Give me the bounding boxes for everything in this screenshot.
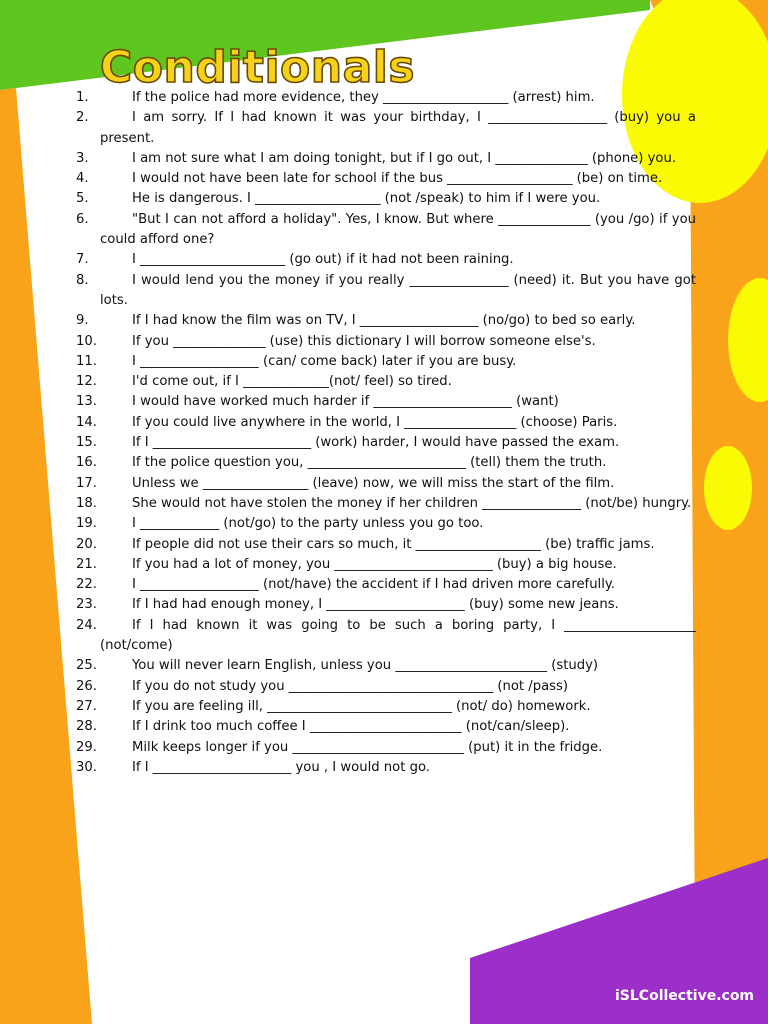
exercise-item — [76, 535, 696, 555]
exercise-item — [76, 616, 696, 657]
exercise-number: 26. — [76, 678, 97, 694]
yellow-circle-small — [704, 446, 752, 530]
exercise-item — [76, 149, 696, 169]
exercise-text: She would not have stolen the money if her children _______________ (not/be) hungry. — [132, 495, 692, 511]
exercise-text: I ______________________ (go out) if it had not been raining. — [132, 252, 514, 268]
exercise-item — [76, 169, 696, 189]
exercise-item — [76, 555, 696, 575]
exercise-number: 21. — [76, 556, 97, 572]
exercise-item — [76, 494, 696, 514]
exercise-text: If I had known it was going to be such a boring party, I ____________________ (not/come) — [100, 617, 696, 654]
exercise-number: 16. — [76, 455, 97, 471]
exercise-text: If you ______________ (use) this dictionary I will borrow someone else's. — [132, 333, 596, 349]
exercise-number: 25. — [76, 658, 97, 674]
exercise-item — [76, 453, 696, 473]
exercise-item — [76, 352, 696, 372]
exercise-number: 9. — [76, 313, 89, 329]
exercise-text: If the police had more evidence, they ___________________ (arrest) him. — [132, 90, 595, 105]
exercise-text: I __________________ (not/have) the accident if I had driven more carefully. — [132, 577, 616, 593]
watermark: iSLCollective.com — [615, 988, 755, 1004]
exercise-number: 28. — [76, 719, 97, 735]
exercise-item — [76, 738, 696, 758]
exercise-item — [76, 413, 696, 433]
exercise-text: If you could live anywhere in the world, I _________________ (choose) Paris. — [132, 414, 618, 430]
exercise-item — [76, 372, 696, 392]
exercise-text: Milk keeps longer if you __________________________ (put) it in the fridge. — [132, 739, 603, 755]
exercise-number: 7. — [76, 252, 89, 268]
exercise-number: 6. — [76, 211, 89, 227]
exercise-item — [76, 108, 696, 149]
exercise-text: I ____________ (not/go) to the party unless you go too. — [132, 516, 484, 532]
exercise-text: If you had a lot of money, you ________________________ (buy) a big house. — [132, 556, 617, 572]
exercise-text: I would not have been late for school if the bus ___________________ (be) on time. — [132, 171, 663, 187]
exercise-item — [76, 474, 696, 494]
exercise-number: 17. — [76, 475, 97, 491]
exercise-item — [76, 250, 696, 270]
exercise-text: I would have worked much harder if _____________________ (want) — [132, 394, 559, 410]
exercise-item — [76, 332, 696, 352]
exercise-item — [76, 677, 696, 697]
exercise-item — [76, 311, 696, 331]
exercise-number: 30. — [76, 759, 97, 775]
exercise-text: If you are feeling ill, ____________________________ (not/ do) homework. — [132, 698, 591, 714]
exercise-text: I __________________ (can/ come back) later if you are busy. — [132, 353, 517, 369]
exercise-text: I am not sure what I am doing tonight, but if I go out, I ______________ (phone) you. — [132, 150, 677, 166]
exercise-item — [76, 433, 696, 453]
exercise-number: 20. — [76, 536, 97, 552]
exercise-text: You will never learn English, unless you _______________________ (study) — [132, 658, 599, 674]
exercise-list — [76, 88, 696, 778]
exercise-number: 24. — [76, 617, 97, 633]
exercise-number: 23. — [76, 597, 97, 613]
exercise-text: If you do not study you _______________________________ (not /pass) — [132, 678, 569, 694]
exercise-item — [76, 392, 696, 412]
exercise-number: 15. — [76, 435, 97, 451]
white-bottom-strip — [92, 1004, 470, 1024]
exercise-item — [76, 697, 696, 717]
exercise-item — [76, 717, 696, 737]
exercise-number: 4. — [76, 171, 89, 187]
exercise-number: 12. — [76, 374, 97, 390]
exercise-text: If people did not use their cars so much, it ___________________ (be) traffic jams. — [132, 536, 655, 552]
exercise-number: 14. — [76, 414, 97, 430]
page-title: Conditionals — [100, 42, 416, 93]
exercise-number: 11. — [76, 353, 97, 369]
exercise-item — [76, 656, 696, 676]
exercise-item — [76, 88, 696, 108]
exercise-text: I'd come out, if I _____________(not/ feel) so tired. — [132, 374, 452, 390]
exercise-text: If the police question you, ________________________ (tell) them the truth. — [132, 455, 607, 471]
exercise-text: I am sorry. If I had known it was your birthday, I __________________ (buy) you a present. — [100, 110, 696, 146]
exercise-text: If I _____________________ you , I would not go. — [132, 759, 430, 775]
exercise-item — [76, 758, 696, 778]
exercise-number: 3. — [76, 150, 89, 166]
exercise-text: Unless we ________________ (leave) now, we will miss the start of the film. — [132, 475, 615, 491]
exercise-item — [76, 595, 696, 615]
exercise-text: He is dangerous. I ___________________ (not /speak) to him if I were you. — [132, 191, 601, 207]
exercise-number: 2. — [76, 110, 89, 126]
exercise-text: I would lend you the money if you really _______________ (need) it. But you have got lots. — [100, 272, 696, 308]
exercise-number: 10. — [76, 333, 97, 349]
exercise-item — [76, 210, 696, 251]
exercise-number: 22. — [76, 577, 97, 593]
exercise-item — [76, 575, 696, 595]
exercise-number: 13. — [76, 394, 97, 410]
exercise-item — [76, 189, 696, 209]
exercise-text: "But I can not afford a holiday". Yes, I know. But where ______________ (you /go) if you could afford one? — [100, 211, 696, 248]
exercise-number: 19. — [76, 516, 97, 532]
exercise-number: 5. — [76, 191, 89, 207]
exercise-text: If I ________________________ (work) harder, I would have passed the exam. — [132, 435, 620, 451]
exercise-item — [76, 271, 696, 312]
exercise-number: 18. — [76, 495, 97, 511]
exercise-number: 29. — [76, 739, 97, 755]
exercise-number: 1. — [76, 90, 89, 105]
exercise-text: If I had know the film was on TV, I __________________ (no/go) to bed so early. — [132, 313, 636, 329]
exercise-text: If I drink too much coffee I _______________________ (not/can/sleep). — [132, 719, 570, 735]
exercise-text: If I had had enough money, I _____________________ (buy) some new jeans. — [132, 597, 619, 613]
exercise-item — [76, 514, 696, 534]
exercise-number: 8. — [76, 272, 89, 288]
exercise-number: 27. — [76, 698, 97, 714]
